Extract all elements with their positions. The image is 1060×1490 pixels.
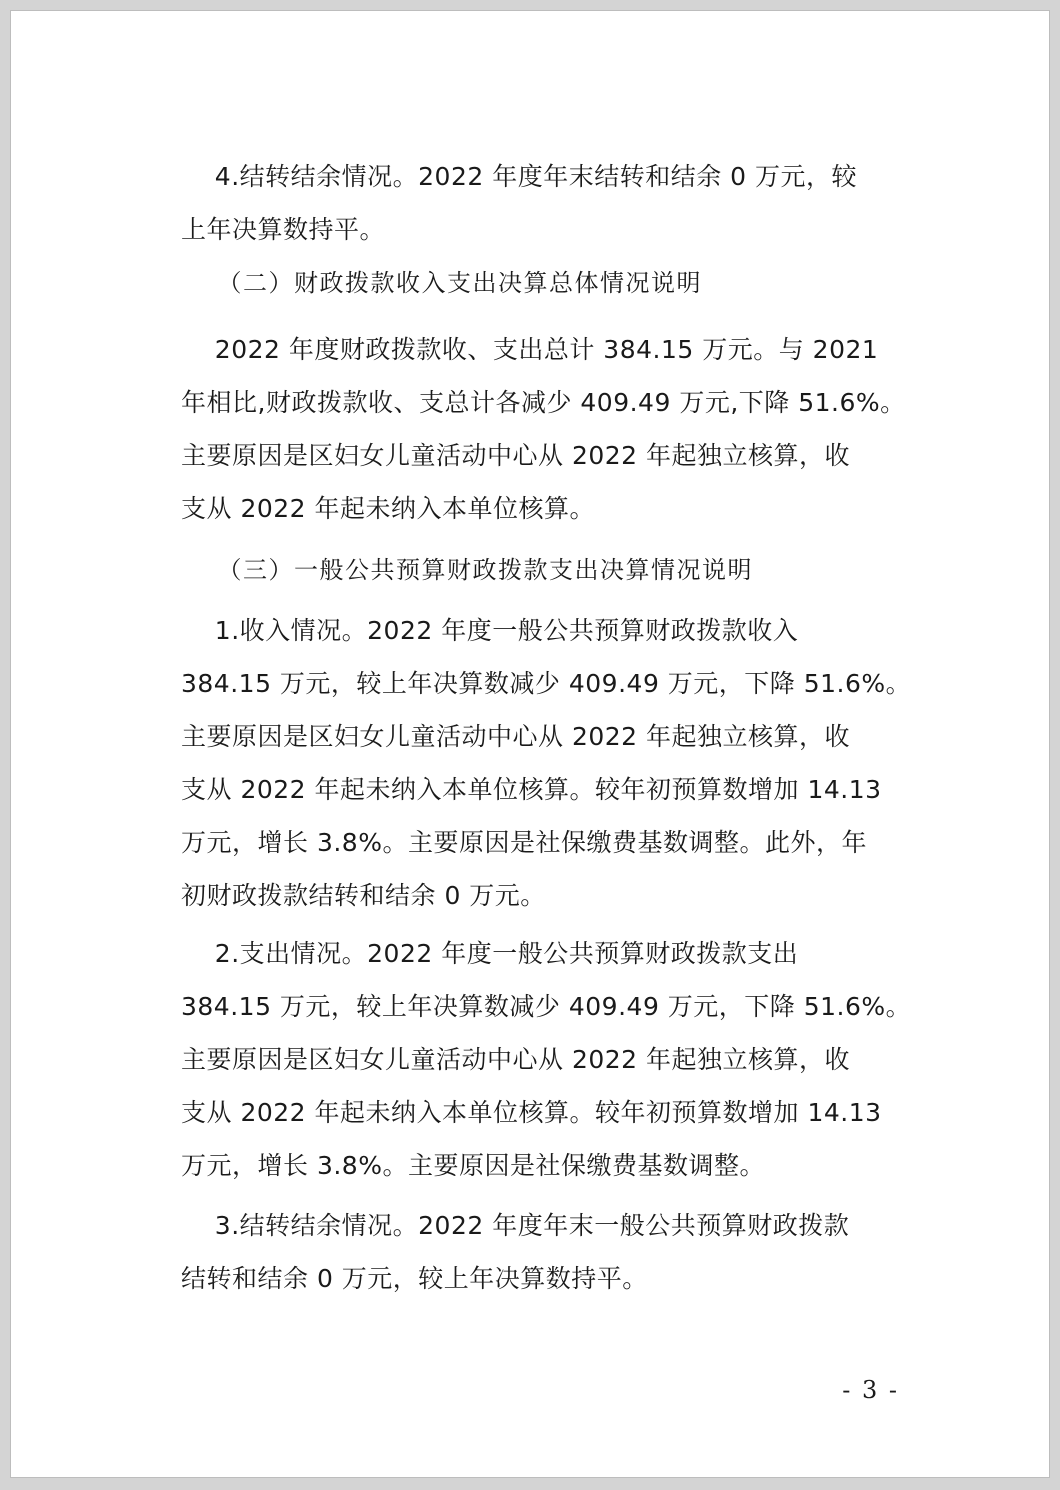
text-line: 初财政拨款结转和结余 0 万元。 — [181, 881, 546, 910]
text-line: 384.15 万元，较上年决算数减少 409.49 万元，下降 51.6%。 — [181, 669, 912, 698]
text-line: 1.收入情况。2022 年度一般公共预算财政拨款收入 — [181, 616, 799, 645]
text-line: 万元，增长 3.8%。主要原因是社保缴费基数调整。此外，年 — [181, 828, 867, 857]
text-line: 支从 2022 年起未纳入本单位核算。较年初预算数增加 14.13 — [181, 1098, 882, 1127]
text-line: 2.支出情况。2022 年度一般公共预算财政拨款支出 — [181, 939, 799, 968]
text-line: 2022 年度财政拨款收、支出总计 384.15 万元。与 2021 — [181, 335, 879, 364]
text-line: 万元，增长 3.8%。主要原因是社保缴费基数调整。 — [181, 1151, 765, 1180]
text-line: 上年决算数持平。 — [181, 215, 386, 244]
section-heading: （三）一般公共预算财政拨款支出决算情况说明 — [181, 556, 754, 584]
document-page — [10, 10, 1050, 1478]
text-line: 主要原因是区妇女儿童活动中心从 2022 年起独立核算，收 — [181, 441, 851, 470]
text-line: 结转和结余 0 万元，较上年决算数持平。 — [181, 1264, 648, 1293]
text-line: 支从 2022 年起未纳入本单位核算。 — [181, 494, 596, 523]
text-line: 主要原因是区妇女儿童活动中心从 2022 年起独立核算，收 — [181, 1045, 851, 1074]
text-line: 支从 2022 年起未纳入本单位核算。较年初预算数增加 14.13 — [181, 775, 882, 804]
text-line: 年相比,财政拨款收、支总计各减少 409.49 万元,下降 51.6%。 — [181, 388, 906, 417]
text-line: 384.15 万元，较上年决算数减少 409.49 万元，下降 51.6%。 — [181, 992, 912, 1021]
text-line: 主要原因是区妇女儿童活动中心从 2022 年起独立核算，收 — [181, 722, 851, 751]
text-line: 3.结转结余情况。2022 年度年末一般公共预算财政拨款 — [181, 1211, 850, 1240]
text-line: 4.结转结余情况。2022 年度年末结转和结余 0 万元，较 — [181, 162, 858, 191]
page-number: - 3 - — [842, 1376, 899, 1404]
section-heading: （二）财政拨款收入支出决算总体情况说明 — [181, 269, 703, 297]
